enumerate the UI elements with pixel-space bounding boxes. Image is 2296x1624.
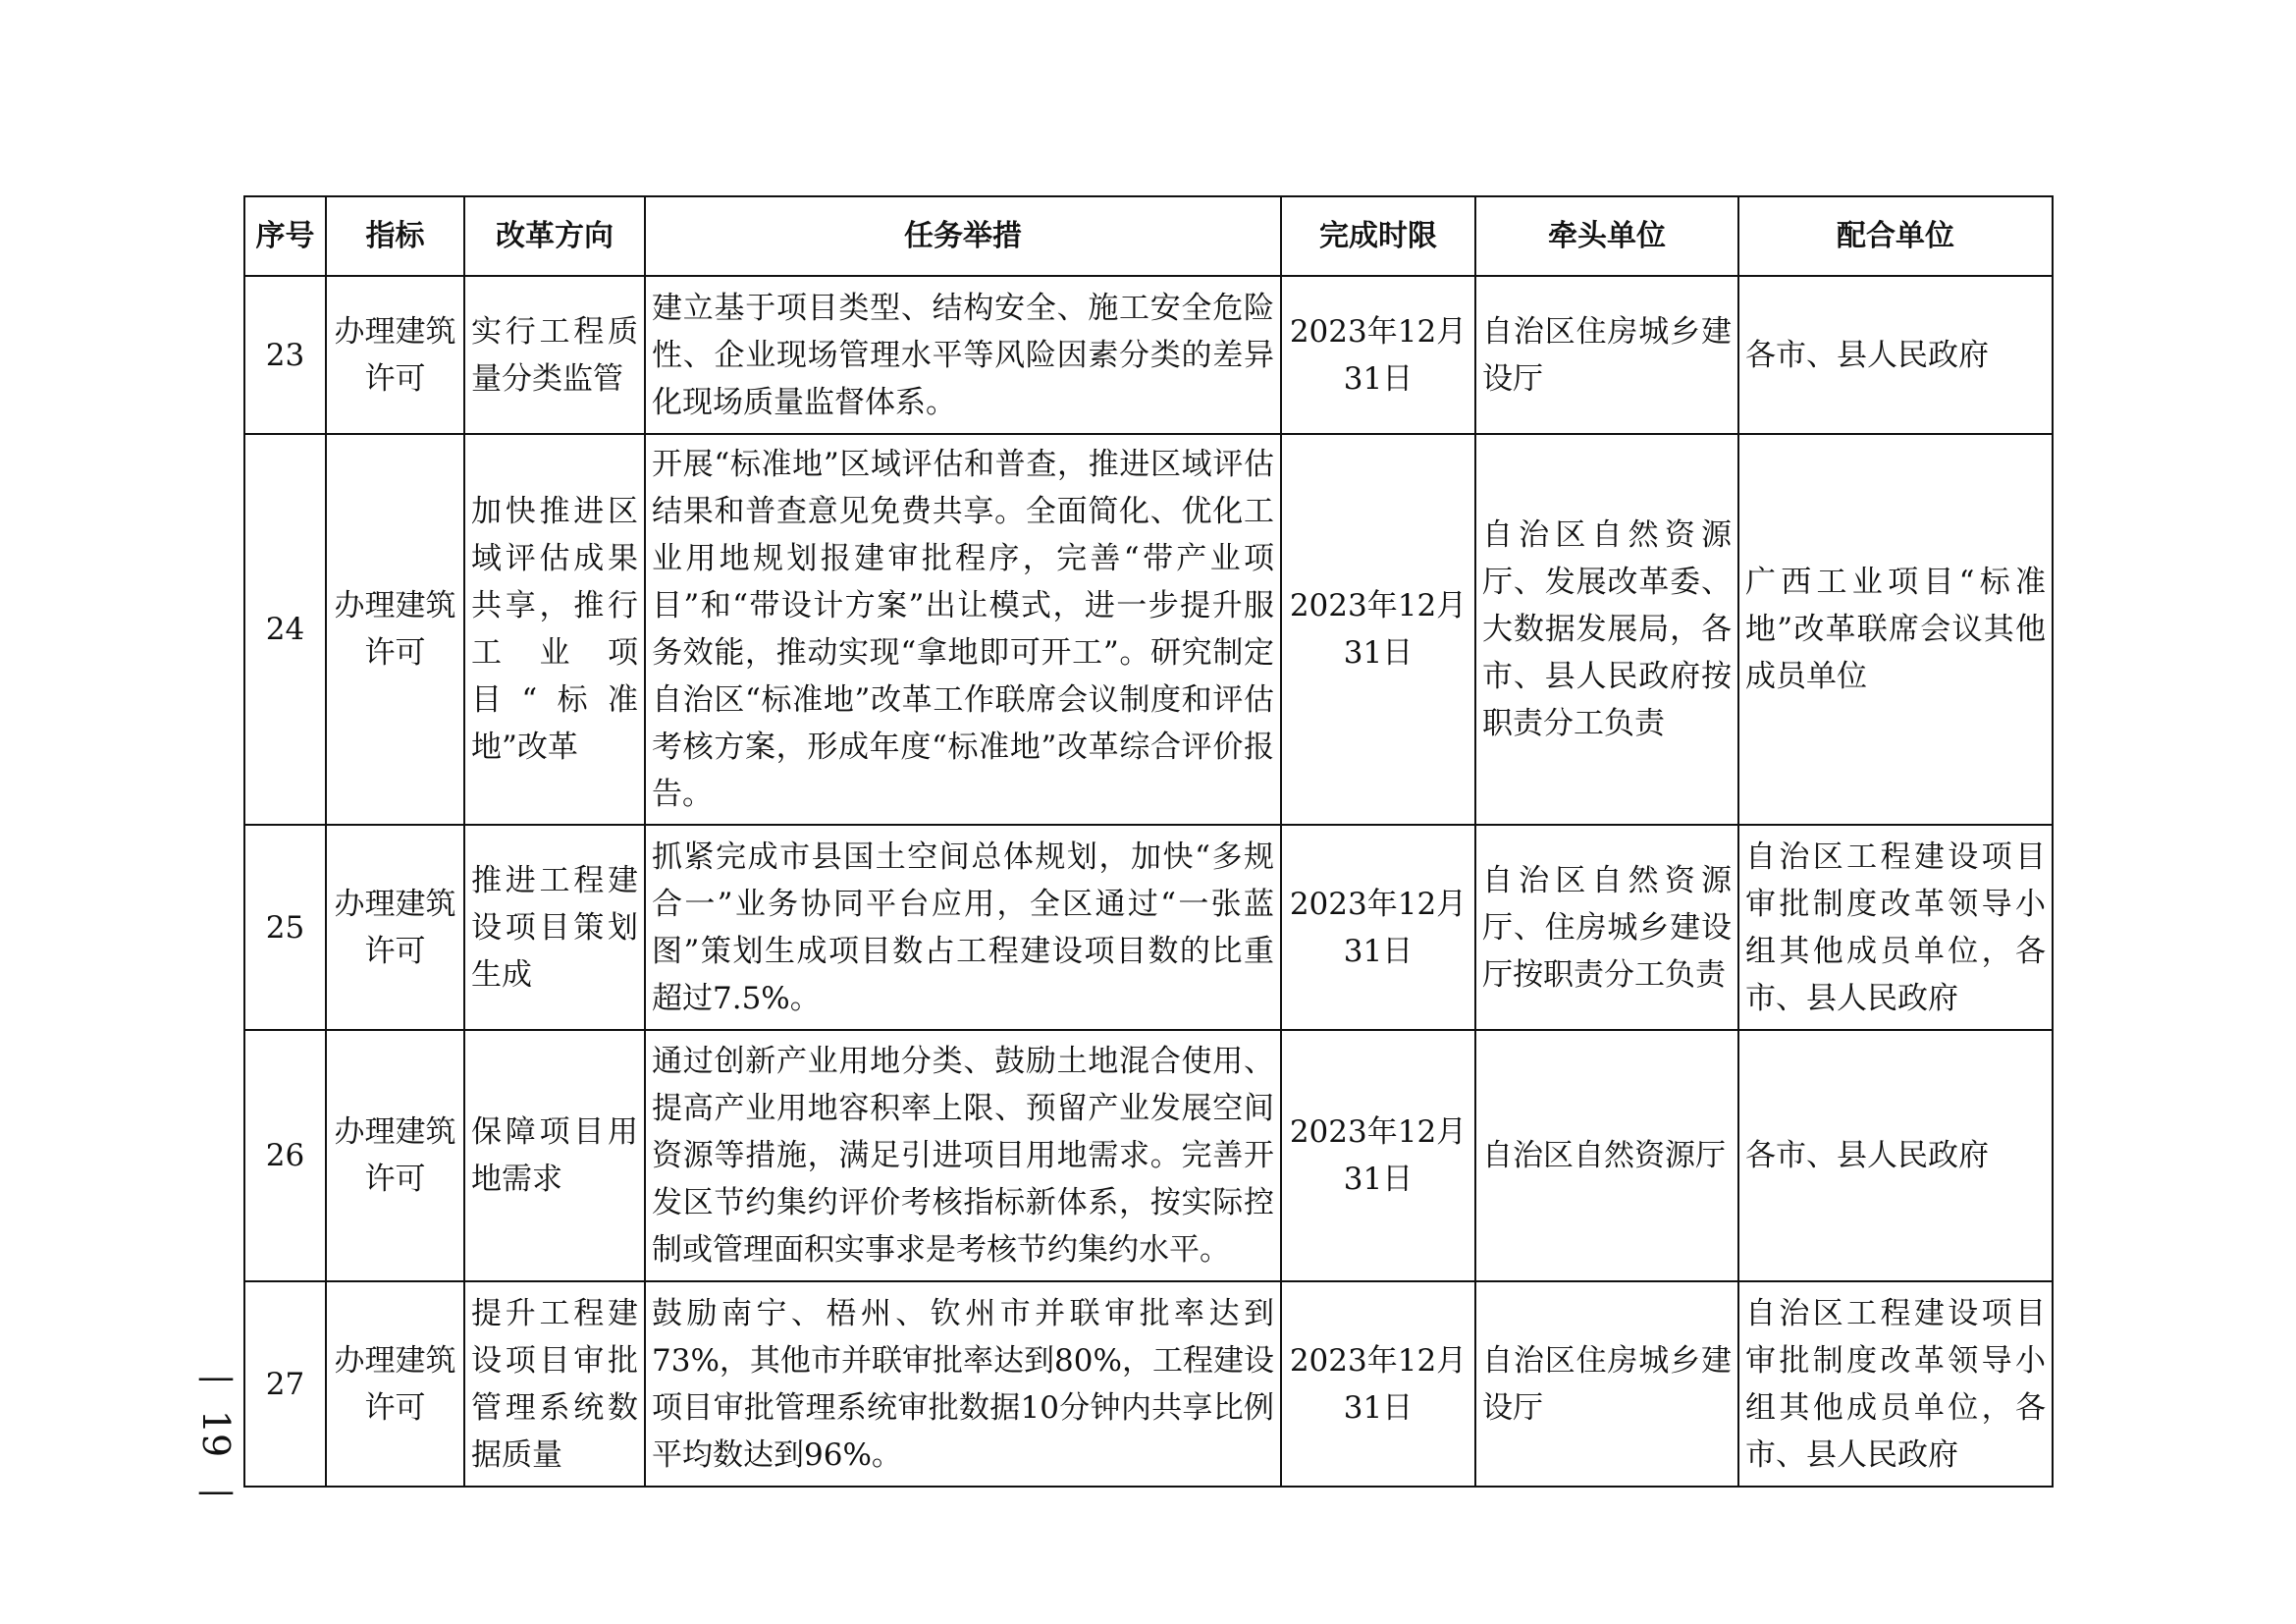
cell-indicator: 办理建筑许可 [326,825,464,1030]
cell-indicator: 办理建筑许可 [326,276,464,434]
reform-task-table [243,195,2054,1488]
cell-task: 抓紧完成市县国土空间总体规划，加快“多规合一”业务协同平台应用，全区通过“一张蓝图”策划生成项目数占工程建设项目数的比重超过7.5%。 [645,825,1281,1030]
cell-deadline: 2023年12月31日 [1281,1281,1475,1487]
cell-indicator: 办理建筑许可 [326,1281,464,1487]
cell-seq: 24 [244,434,326,825]
cell-direction: 保障项目用地需求 [464,1030,645,1281]
page-number [191,1355,240,1512]
header-row [244,196,2053,276]
cell-seq: 23 [244,276,326,434]
cell-coop: 自治区工程建设项目审批制度改革领导小组其他成员单位，各市、县人民政府 [1738,1281,2053,1487]
cell-direction: 加快推进区域评估成果共享，推行工业项目“标准地”改革 [464,434,645,825]
page-number-dash-top: — [197,1355,235,1398]
cell-lead: 自治区住房城乡建设厅 [1475,276,1738,434]
page-number-value: 19 [194,1409,238,1458]
cell-task: 开展“标准地”区域评估和普查，推进区域评估结果和普查意见免费共享。全面简化、优化工业用地规划报建审批程序，完善“带产业项目”和“带设计方案”出让模式，进一步提升服务效能，推动实现“拿地即可开工”。研究制定自治区“标准地”改革工作联席会议制度和评估考核方案，形成年度“标准地”改革综合评价报告。 [645,434,1281,825]
page-number-dash-bottom: — [197,1469,235,1512]
cell-direction: 推进工程建设项目策划生成 [464,825,645,1030]
cell-deadline: 2023年12月31日 [1281,434,1475,825]
cell-direction: 提升工程建设项目审批管理系统数据质量 [464,1281,645,1487]
cell-seq: 27 [244,1281,326,1487]
cell-deadline: 2023年12月31日 [1281,825,1475,1030]
cell-lead: 自治区住房城乡建设厅 [1475,1281,1738,1487]
cell-indicator: 办理建筑许可 [326,1030,464,1281]
table-row [244,276,2053,434]
cell-coop: 各市、县人民政府 [1738,276,2053,434]
header-lead: 牵头单位 [1475,196,1738,276]
cell-lead: 自治区自然资源厅、发展改革委、大数据发展局，各市、县人民政府按职责分工负责 [1475,434,1738,825]
table-row [244,825,2053,1030]
cell-task: 鼓励南宁、梧州、钦州市并联审批率达到73%，其他市并联审批率达到80%，工程建设项目审批管理系统审批数据10分钟内共享比例平均数达到96%。 [645,1281,1281,1487]
cell-indicator: 办理建筑许可 [326,434,464,825]
cell-lead: 自治区自然资源厅、住房城乡建设厅按职责分工负责 [1475,825,1738,1030]
cell-coop: 各市、县人民政府 [1738,1030,2053,1281]
cell-task: 通过创新产业用地分类、鼓励土地混合使用、提高产业用地容积率上限、预留产业发展空间资源等措施，满足引进项目用地需求。完善开发区节约集约评价考核指标新体系，按实际控制或管理面积实事求是考核节约集约水平。 [645,1030,1281,1281]
cell-lead: 自治区自然资源厅 [1475,1030,1738,1281]
header-deadline: 完成时限 [1281,196,1475,276]
cell-direction: 实行工程质量分类监管 [464,276,645,434]
cell-coop: 自治区工程建设项目审批制度改革领导小组其他成员单位，各市、县人民政府 [1738,825,2053,1030]
header-task: 任务举措 [645,196,1281,276]
cell-seq: 25 [244,825,326,1030]
header-seq: 序号 [244,196,326,276]
header-coop: 配合单位 [1738,196,2053,276]
cell-deadline: 2023年12月31日 [1281,1030,1475,1281]
table-row [244,1030,2053,1281]
cell-seq: 26 [244,1030,326,1281]
cell-task: 建立基于项目类型、结构安全、施工安全危险性、企业现场管理水平等风险因素分类的差异化现场质量监督体系。 [645,276,1281,434]
table-row [244,1281,2053,1487]
header-indicator: 指标 [326,196,464,276]
header-direction: 改革方向 [464,196,645,276]
cell-deadline: 2023年12月31日 [1281,276,1475,434]
cell-coop: 广西工业项目“标准地”改革联席会议其他成员单位 [1738,434,2053,825]
table-row [244,434,2053,825]
